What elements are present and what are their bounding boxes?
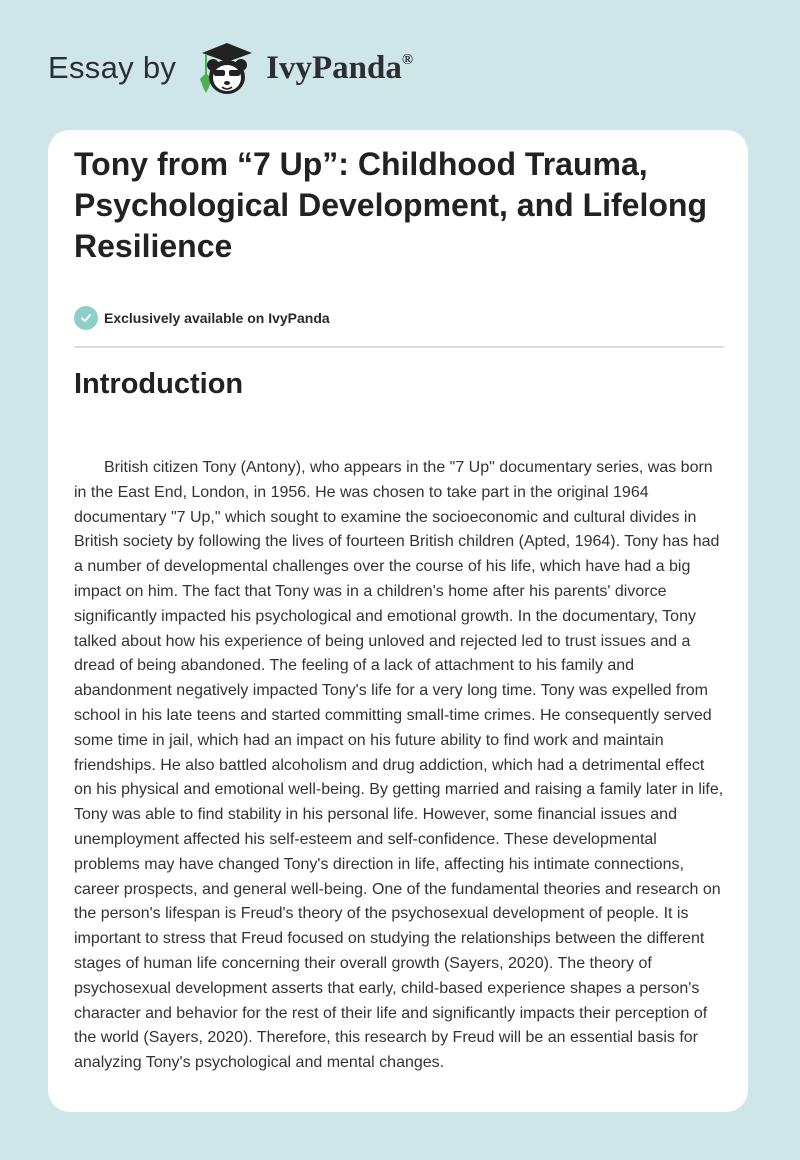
- badge-text: Exclusively available on IvyPanda: [104, 310, 330, 326]
- check-icon: [74, 306, 98, 330]
- essay-card: [48, 130, 748, 1112]
- divider: [74, 346, 724, 348]
- panda-graduate-icon: [196, 37, 258, 99]
- brand-text: IvyPanda: [266, 49, 402, 86]
- exclusive-badge: [74, 306, 330, 330]
- registered-mark: ®: [401, 51, 414, 68]
- section-heading: Introduction: [74, 368, 244, 400]
- site-header: [48, 38, 413, 98]
- body-paragraph: British citizen Tony (Antony), who appears in the "7 Up" documentary series, was born in the East End, London, in 1956. He was chosen to take part in the original 1964 documentary "7 Up," which sought to examine the socioeconomic and cultural divides in British society by following the lives of fourteen British children (Apted, 1964). Tony has had a number of developmental challenges over the course of his life, which have had a big impact on him. The fact that Tony was in a children's home after his parents' divorce significantly impacted his psychological and emotional growth. In the documentary, Tony talked about how his experience of being unloved and rejected led to trust issues and a dread of being abandoned. The feeling of a lack of attachment to his family and abandonment negatively impacted Tony's life for a very long time. Tony was expelled from school in his late teens and started committing small-time crimes. He consequently served some time in jail, which had an impact on his future ability to find work and maintain friendships. He also battled alcoholism and drug addiction, which had a detrimental effect on his physical and emotional well-being. By getting married and raising a family later in life, Tony was able to find stability in his personal life. However, some financial issues and unemployment affected his self-esteem and self-confidence. These developmental problems may have changed Tony's direction in life, affecting his intimate connections, career prospects, and general well-being. One of the fundamental theories and research on the person's lifespan is Freud's theory of the psychosexual development of people. It is important to stress that Freud focused on studying the relationships between the different stages of human life concerning their overall growth (Sayers, 2020). The theory of psychosexual development asserts that early, child-based experience shapes a person's character and behavior for the rest of their life and significantly impacts their perception of the world (Sayers, 2020). Therefore, this research by Freud will be an essential basis for analyzing Tony's psychological and mental changes.: [74, 459, 724, 1072]
- ivypanda-logo[interactable]: [196, 37, 413, 99]
- brand-name: [266, 50, 413, 87]
- essay-by-label: Essay by: [48, 50, 177, 85]
- essay-title: Tony from “7 Up”: Childhood Trauma, Psychological Development, and Lifelong Resilience: [74, 146, 707, 264]
